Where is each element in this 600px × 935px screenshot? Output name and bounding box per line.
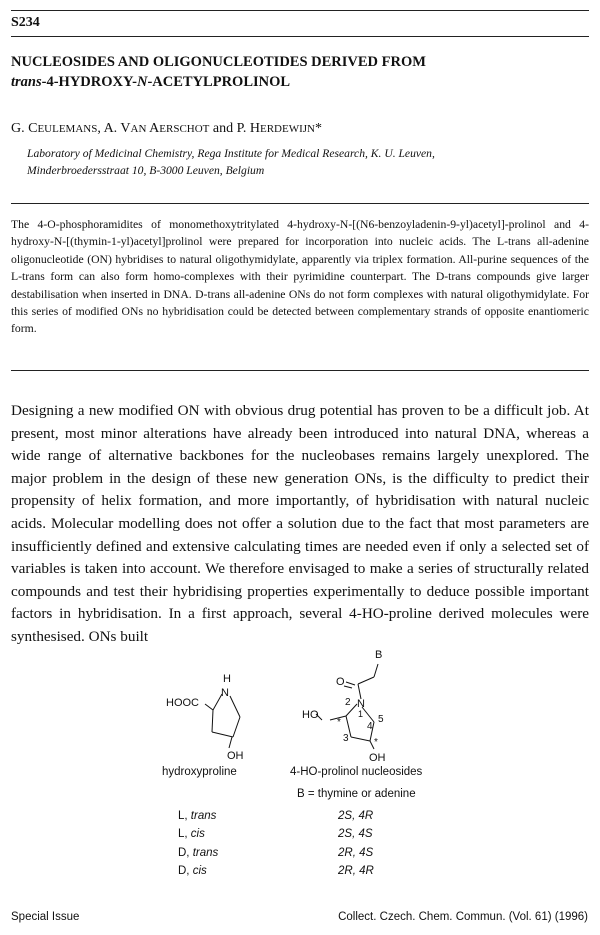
paper-title — [11, 52, 589, 92]
table-form-2: L, cis — [178, 828, 205, 840]
table-form-1: L, trans — [178, 810, 217, 822]
table-form-3: D, trans — [178, 847, 219, 859]
o-label: O — [336, 676, 345, 688]
header-rule — [11, 36, 589, 37]
stereo-star-2: * — [374, 737, 378, 748]
chemical-structures-figure — [0, 644, 600, 889]
abstract — [11, 216, 589, 338]
prolinol-subcaption: B = thymine or adenine — [297, 788, 416, 800]
configuration-table — [178, 810, 374, 877]
footer-right: Collect. Czech. Chem. Commun. (Vol. 61) (1996) — [338, 911, 588, 923]
ring-num-4: 4 — [367, 721, 373, 732]
oh-label-2: OH — [369, 752, 386, 764]
ho-label: HO — [302, 709, 319, 721]
hooc-label: HOOC — [166, 697, 199, 709]
hydroxyproline-structure — [166, 673, 244, 762]
footer-left: Special Issue — [11, 911, 80, 923]
hydroxyproline-caption: hydroxyproline — [162, 766, 237, 778]
ring-num-1: 1 — [358, 709, 364, 719]
oh-label: OH — [227, 750, 244, 762]
ring-num-5: 5 — [378, 714, 384, 725]
h-label: H — [223, 673, 231, 685]
table-form-4: D, cis — [178, 865, 207, 877]
table-cfg-2: 2S, 4S — [338, 828, 373, 840]
ring-num-2: 2 — [345, 697, 351, 708]
stereo-star-1: * — [337, 717, 341, 728]
b-label: B — [375, 649, 383, 661]
affiliation: Laboratory of Medicinal Chemistry, Rega Institute for Medical Research, K. U. Leuven, Minderbroedersstraat 10, B-3000 Leuven, Belgium — [27, 147, 435, 177]
abstract-text: The 4-O-phosphoramidites of monomethoxytritylated 4-hydroxy-N-[(N6-benzoyladenin-9-yl)acetyl]-prolinol and 4-hydroxy-N-[(thymin-1-yl)acetyl]prolinol were prepared for incorporation into nucleic acids. The L-trans all-adenine oligonucleotide (ON) hybridises to natural oligothymidylate, apparently via triplex formation. All-purine sequences of the L-trans form can also form homo-complexes with their pyrimidine counterpart. The D-trans compounds give larger destabilisation when inserted in DNA. D-trans all-adenine ONs do not form complexes with natural oligothymidylate. For this series of modified ONs no hybridisation could be detected between complementary strands of opposite enantiomeric form. — [11, 218, 589, 336]
table-cfg-4: 2R, 4R — [338, 865, 374, 877]
title-line-1: NUCLEOSIDES AND OLIGONUCLEOTIDES DERIVED FROM — [11, 54, 426, 70]
authors: G. CEULEMANS, A. VAN AERSCHOT and P. HERDEWIJN* — [11, 121, 322, 136]
title-line-2: trans-4-HYDROXY-N-ACETYLPROLINOL — [11, 74, 291, 90]
prolinol-caption: 4-HO-prolinol nucleosides — [290, 766, 423, 778]
top-rule — [11, 10, 589, 11]
body-paragraph: Designing a new modified ON with obvious drug potential has proven to be a difficult job. At present, most minor alterations have already been introduced into natural DNA, whereas a wide range of alternative backbones for the nucleobases remains largely unexplored. The major problem in the design of these new generation ONs, is the difficulty to predict their propensity of helix formation, and more importantly, of hybridisation with natural nucleic acids. Molecular modelling does not offer a solution due to the fact that most parameters are insufficiently defined and extensive calculating times are needed even if only a selected set of variables is taken into account. We therefore envisaged to make a series of structurally related compounds and test their hybridising properties experimentally to deduce possible important factors in hybridisation. In a first approach, several 4-HO-proline derived molecules were synthesised. ONs built — [11, 402, 589, 645]
abstract-top-rule — [11, 203, 589, 204]
n-label-2: N — [357, 698, 365, 710]
abstract-bottom-rule — [11, 370, 589, 371]
page-code: S234 — [11, 15, 40, 30]
table-cfg-1: 2S, 4R — [338, 810, 374, 822]
prolinol-nucleoside-structure — [302, 649, 386, 764]
ring-num-3: 3 — [343, 733, 349, 744]
table-cfg-3: 2R, 4S — [338, 847, 374, 859]
n-label: N — [221, 687, 229, 699]
